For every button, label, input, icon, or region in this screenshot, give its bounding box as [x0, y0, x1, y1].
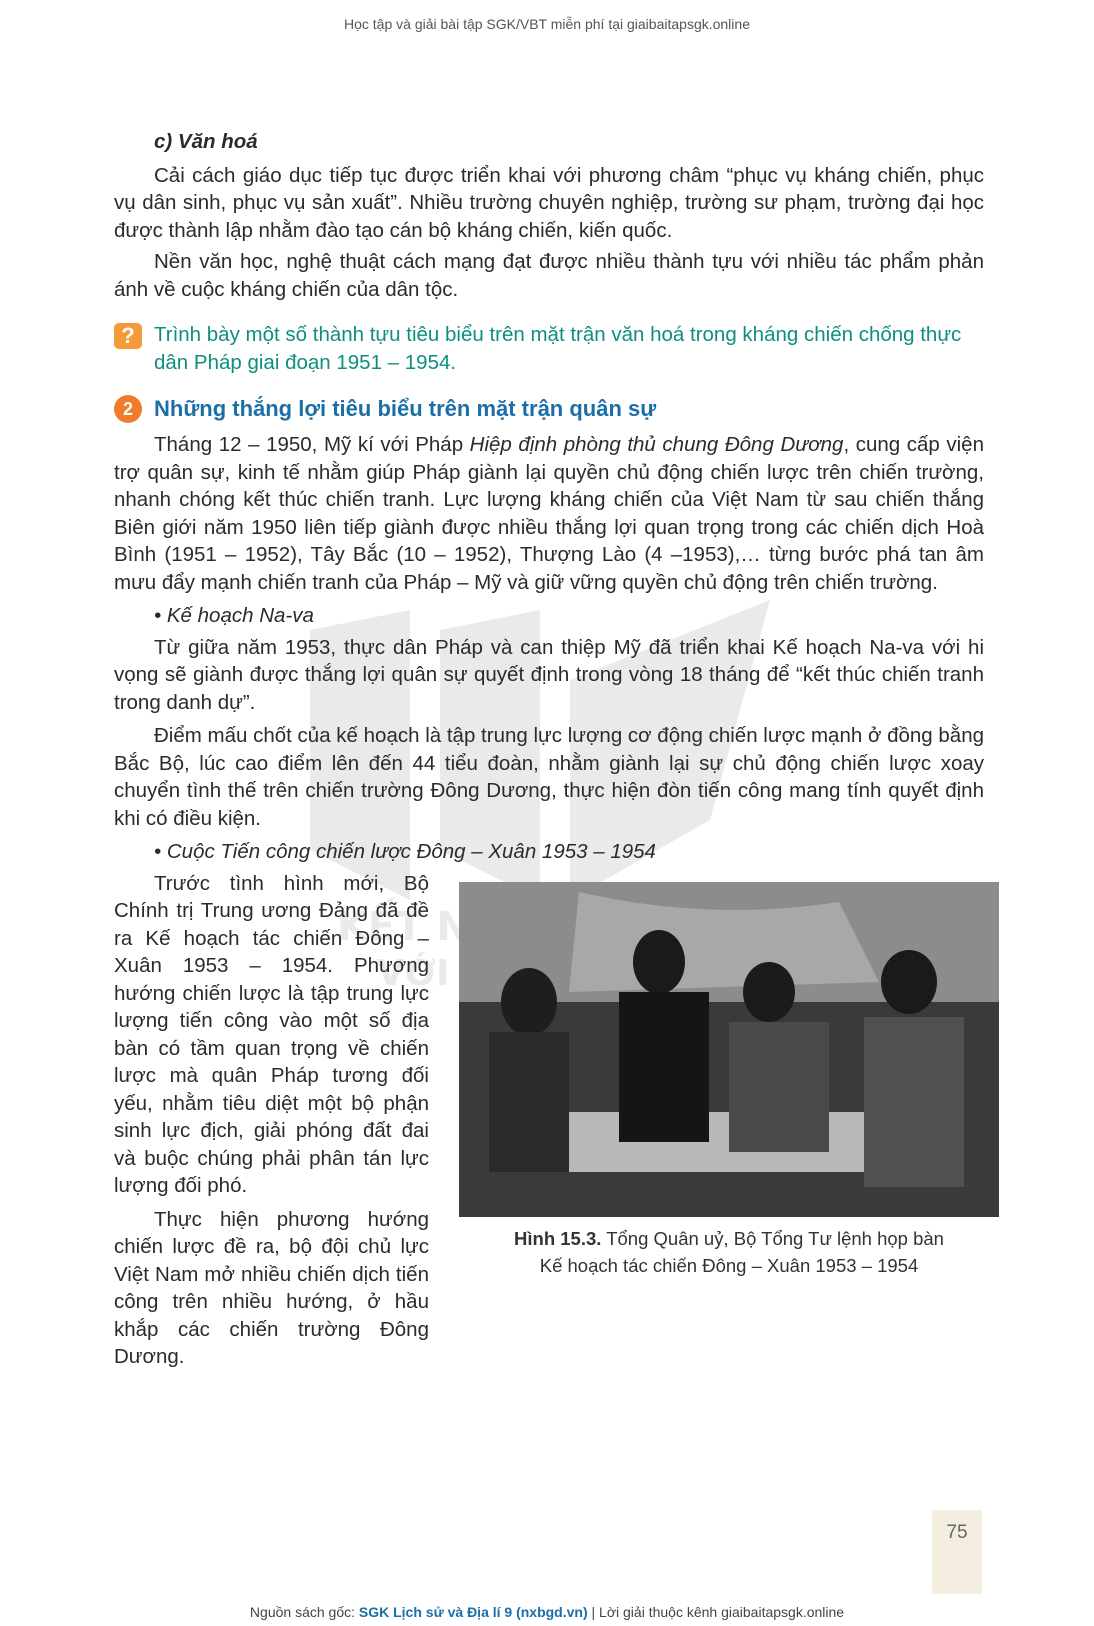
- section-paragraph-3: Điểm mấu chốt của kế hoạch là tập trung lực lượng cơ động chiến lược mạnh ở đồng bằng Bắc Bộ, lúc cao điểm lên đến 44 tiểu đoàn, nhằm giành lại sự chủ động chiến lược xoay chuyển tình thế trên chiến trường Đông Dương, thực hiện đòn tiến công mang tính quyết định khi có điều kiện.: [114, 724, 984, 830]
- left-column: [114, 870, 429, 1371]
- section-paragraph-2: Từ giữa năm 1953, thực dân Pháp và can thiệp Mỹ đã triển khai Kế hoạch Na-va với hi vọng sẽ giành được thắng lợi quân sự quyết định trong vòng 18 tháng để “kết thúc chiến tranh trong danh dự”.: [114, 635, 984, 714]
- figure-caption: [459, 1225, 999, 1279]
- figure-15-3: [459, 882, 999, 1279]
- section-paragraph-4: Trước tình hình mới, Bộ Chính trị Trung ương Đảng đã đề ra Kế hoạch tác chiến Đông – Xuân 1953 – 1954. Phương hướng chiến lược là tập trung lực lượng tiến công vào một số địa bàn có tầm quan trọng về chiến lược mà quân Pháp tương đối yếu, nhằm tiêu diệt một bộ phận sinh lực địch, giải phóng đất đai và buộc chúng phải phân tán lực lượng đối phó.: [114, 871, 429, 1197]
- watermark-text-1: KẾT: [336, 904, 423, 950]
- caption-line-2: Kế hoạch tác chiến Đông – Xuân 1953 – 1954: [539, 1254, 919, 1276]
- figure-label: Hình 15.3.: [514, 1227, 602, 1249]
- page-content: [114, 128, 984, 1370]
- section-2-heading: [114, 393, 984, 425]
- bullet-navarre-plan: • Kế hoạch Na-va: [154, 604, 314, 627]
- historical-photo: [459, 882, 999, 1217]
- page-header: Học tập và giải bài tập SGK/VBT miễn phí tại giaibaitapsgk.online: [344, 16, 750, 32]
- bullet-winter-spring-offensive: • Cuộc Tiến công chiến lược Đông – Xuân 1953 – 1954: [154, 840, 656, 863]
- page-number: 75: [932, 1510, 982, 1594]
- treaty-name: Hiệp định phòng thủ chung Đông Dương: [469, 433, 844, 456]
- watermark-text-2: VỚI: [376, 953, 450, 994]
- culture-paragraph-1: Cải cách giáo dục tiếp tục được triển khai với phương châm “phục vụ kháng chiến, phục vụ dân sinh, phục vụ sản xuất”. Nhiều trường chuyên nghiệp, trường sư phạm, trường đại học được thành lập nhằm đào tạo cán bộ kháng chiến, kiến quốc.: [114, 163, 984, 242]
- caption-line-1: Tổng Quân uỷ, Bộ Tổng Tư lệnh họp bàn: [601, 1227, 944, 1249]
- question-box: [114, 321, 984, 377]
- section-paragraph-5: Thực hiện phương hướng chiến lược đề ra, bộ đội chủ lực Việt Nam mở nhiều chiến dịch tiến công trên nhiều hướng, ở hầu khắp các chiến trường Đông Dương.: [114, 1207, 429, 1368]
- text-figure-row: [114, 870, 984, 1370]
- culture-heading: c) Văn hoá: [154, 130, 258, 153]
- section-number-badge: 2: [114, 395, 142, 423]
- question-icon: ?: [114, 323, 142, 349]
- source-book-link[interactable]: SGK Lịch sử và Địa lí 9 (nxbgd.vn): [358, 1604, 588, 1620]
- section-title: Những thắng lợi tiêu biểu trên mặt trận quân sự: [154, 396, 657, 421]
- culture-paragraph-2: Nền văn học, nghệ thuật cách mạng đạt được nhiều thành tựu với nhiều tác phẩm phản ánh về cuộc kháng chiến của dân tộc.: [114, 250, 984, 301]
- section-paragraph-1: Tháng 12 – 1950, Mỹ kí với Pháp Hiệp định phòng thủ chung Đông Dương, cung cấp viện trợ quân sự, kinh tế nhằm giúp Pháp giành lại quyền chủ động chiến lược trên chiến trường, nhanh chóng kết thúc chiến tranh. Lực lượng kháng chiến của Việt Nam từ sau chiến thắng Biên giới năm 1950 liên tiếp giành được nhiều thắng lợi quan trọng trong các chiến dịch Hoà Bình (1951 – 1952), Tây Bắc (10 – 1952), Thượng Lào (4 –1953),… từng bước phá tan âm mưu đẩy mạnh chiến tranh của Pháp – Mỹ và giữ vững quyền chủ động trên chiến trường.: [114, 433, 984, 594]
- question-text: Trình bày một số thành tựu tiêu biểu trên mặt trận văn hoá trong kháng chiến chống thực dân Pháp giai đoạn 1951 – 1954.: [154, 323, 962, 374]
- page-footer: Nguồn sách gốc: SGK Lịch sử và Địa lí 9 (nxbgd.vn) | Lời giải thuộc kênh giaibaitapsgk.online: [249, 1604, 845, 1620]
